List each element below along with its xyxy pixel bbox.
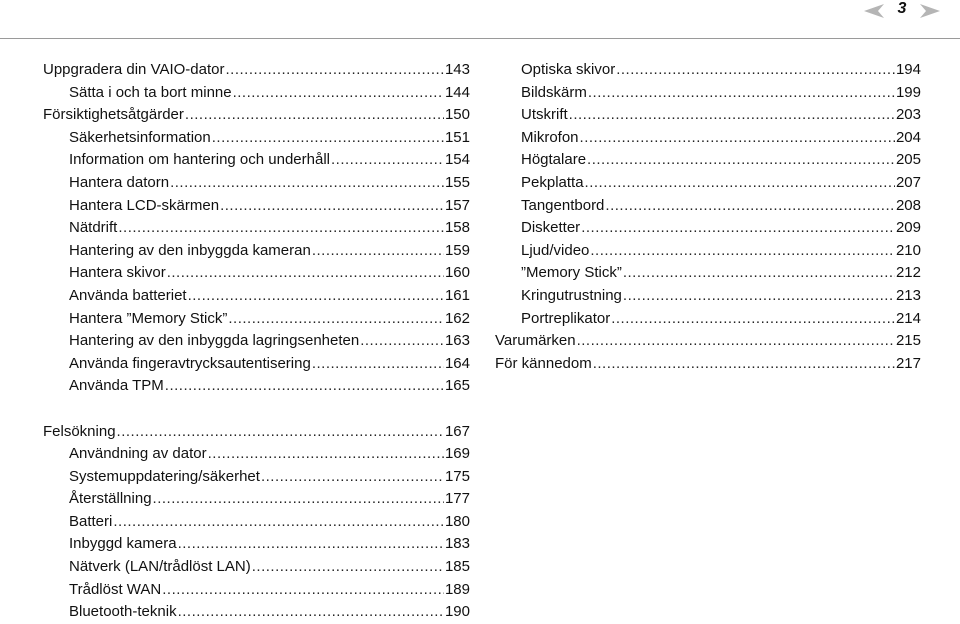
dot-leader <box>117 421 444 444</box>
arrow-left-icon[interactable] <box>862 3 886 19</box>
dot-leader <box>312 240 444 263</box>
toc-entry-label: Systemuppdatering/säkerhet <box>69 467 260 485</box>
toc-entry-label: Disketter <box>521 219 581 237</box>
page-number: 3 <box>897 0 907 17</box>
toc-entry[interactable] <box>495 104 921 127</box>
toc-entry-label: Uppgradera din VAIO-dator <box>43 61 225 78</box>
toc-entry[interactable] <box>43 511 470 534</box>
toc-entry-page: 158 <box>444 219 470 237</box>
toc-entry[interactable] <box>43 488 470 511</box>
toc-entry[interactable] <box>43 285 470 308</box>
toc-entry[interactable] <box>43 533 470 556</box>
dot-leader <box>605 195 895 218</box>
dot-leader <box>212 127 444 150</box>
toc-entry-label: Mikrofon <box>521 128 579 146</box>
dot-leader <box>228 308 444 331</box>
toc-entry[interactable] <box>495 240 921 263</box>
toc-entry-page: 144 <box>444 83 470 101</box>
dot-leader <box>118 217 444 240</box>
toc-entry-page: 190 <box>444 603 470 621</box>
toc-entry-label: Hantera ”Memory Stick” <box>69 309 228 327</box>
toc-entry[interactable] <box>495 217 921 240</box>
toc-entry-label: Hantera LCD-skärmen <box>69 196 220 214</box>
toc-entry[interactable] <box>43 579 470 602</box>
toc-entry-label: Hantering av den inbyggda kameran <box>69 241 311 259</box>
dot-leader <box>623 285 895 308</box>
arrow-right-icon[interactable] <box>918 3 942 19</box>
toc-entry[interactable] <box>495 353 921 376</box>
toc-entry-page: 204 <box>895 128 921 146</box>
toc-entry-label: Använda TPM <box>69 377 164 395</box>
toc-entry-label: Hantering av den inbyggda lagringsenheten <box>69 332 360 350</box>
toc-entry-label: Hantera datorn <box>69 173 170 191</box>
toc-entry[interactable] <box>43 149 470 172</box>
toc-entry-label: Tangentbord <box>521 196 605 214</box>
header-divider <box>0 38 960 39</box>
toc-left-column <box>43 59 470 624</box>
toc-entry[interactable] <box>495 82 921 105</box>
dot-leader <box>593 353 895 376</box>
toc-entry-page: 212 <box>895 264 921 282</box>
toc-entry-label: Sätta i och ta bort minne <box>69 83 232 101</box>
dot-leader <box>162 579 444 602</box>
toc-entry-page: 183 <box>444 535 470 553</box>
toc-entry-page: 199 <box>895 83 921 101</box>
page-header <box>0 0 960 38</box>
toc-entry-label: Inbyggd kamera <box>69 535 177 553</box>
dot-leader <box>588 82 895 105</box>
toc-entry[interactable] <box>495 330 921 353</box>
toc-entry-label: Nätverk (LAN/trådlöst LAN) <box>69 558 251 576</box>
toc-entry[interactable] <box>43 104 470 127</box>
dot-leader <box>616 59 895 82</box>
toc-entry[interactable] <box>495 59 921 82</box>
toc-entry[interactable] <box>495 262 921 285</box>
toc-entry-label: Utskrift <box>521 106 568 124</box>
toc-entry-page: 167 <box>444 422 470 440</box>
toc-entry[interactable] <box>43 172 470 195</box>
toc-entry-label: Portreplikator <box>521 309 611 327</box>
toc-entry-label: Batteri <box>69 512 113 530</box>
toc-right-column <box>495 59 921 375</box>
dot-leader <box>188 285 444 308</box>
toc-entry-page: 215 <box>895 332 921 350</box>
toc-entry-label: För kännedom <box>495 354 592 372</box>
dot-leader <box>587 149 895 172</box>
dot-leader <box>220 195 444 218</box>
toc-entry-label: Bildskärm <box>521 83 587 101</box>
dot-leader <box>233 82 444 105</box>
toc-entry-page: 163 <box>444 332 470 350</box>
toc-entry-label: Optiska skivor <box>521 61 616 78</box>
toc-entry[interactable] <box>43 466 470 489</box>
dot-leader <box>312 353 444 376</box>
toc-entry-page: 150 <box>444 106 470 124</box>
toc-entry-label: Ljud/video <box>521 241 590 259</box>
dot-leader <box>165 375 444 398</box>
section-gap <box>43 398 470 421</box>
toc-entry-label: Använda batteriet <box>69 286 187 304</box>
toc-entry-page: 162 <box>444 309 470 327</box>
toc-entry-label: Försiktighetsåtgärder <box>43 106 184 124</box>
toc-entry[interactable] <box>43 127 470 150</box>
toc-entry[interactable] <box>495 149 921 172</box>
dot-leader <box>331 149 444 172</box>
toc-entry-page: 155 <box>444 173 470 191</box>
dot-leader <box>252 556 444 579</box>
toc-entry-page: 169 <box>444 445 470 463</box>
toc-entry-label: Varumärken <box>495 332 576 350</box>
toc-entry[interactable] <box>43 82 470 105</box>
toc-entry[interactable] <box>43 443 470 466</box>
toc-entry-label: Hantera skivor <box>69 264 166 282</box>
toc-entry-label: Använda fingeravtrycksautentisering <box>69 354 311 372</box>
toc-entry-page: 214 <box>895 309 921 327</box>
dot-leader <box>178 533 444 556</box>
dot-leader <box>153 488 444 511</box>
toc-entry[interactable] <box>495 172 921 195</box>
dot-leader <box>581 217 895 240</box>
toc-entry-page: 203 <box>895 106 921 124</box>
toc-entry-label: Högtalare <box>521 151 587 169</box>
toc-entry-label: Information om hantering och underhåll <box>69 151 330 169</box>
toc-entry[interactable] <box>43 375 470 398</box>
toc-entry-label: Pekplatta <box>521 173 584 191</box>
dot-leader <box>580 127 895 150</box>
toc-entry-page: 194 <box>895 61 921 78</box>
toc-entry-label: Användning av dator <box>69 445 207 463</box>
toc-entry-label: Säkerhetsinformation <box>69 128 211 146</box>
toc-entry[interactable] <box>43 353 470 376</box>
toc-entry-page: 210 <box>895 241 921 259</box>
toc-entry-page: 159 <box>444 241 470 259</box>
toc-entry-page: 154 <box>444 151 470 169</box>
toc-entry-page: 205 <box>895 151 921 169</box>
toc-entry[interactable] <box>43 330 470 353</box>
toc-entry-page: 177 <box>444 490 470 508</box>
dot-leader <box>577 330 895 353</box>
dot-leader <box>178 601 444 624</box>
toc-entry-label: Kringutrustning <box>521 286 622 304</box>
toc-entry-page: 143 <box>444 61 470 78</box>
toc-entry[interactable] <box>43 59 470 82</box>
toc-entry-page: 160 <box>444 264 470 282</box>
toc-entry-label: Återställning <box>69 490 152 508</box>
toc-entry-page: 180 <box>444 512 470 530</box>
toc-entry-page: 164 <box>444 354 470 372</box>
toc-entry-page: 207 <box>895 173 921 191</box>
dot-leader <box>590 240 895 263</box>
toc-entry[interactable] <box>43 195 470 218</box>
toc-entry-page: 209 <box>895 219 921 237</box>
toc-entry[interactable] <box>43 421 470 444</box>
toc-entry[interactable] <box>43 308 470 331</box>
toc-entry-page: 165 <box>444 377 470 395</box>
toc-entry-label: Felsökning <box>43 422 116 440</box>
dot-leader <box>226 59 444 82</box>
toc-entry[interactable] <box>43 556 470 579</box>
toc-entry-page: 217 <box>895 354 921 372</box>
toc-entry[interactable] <box>495 127 921 150</box>
dot-leader <box>585 172 895 195</box>
dot-leader <box>167 262 444 285</box>
dot-leader <box>170 172 444 195</box>
toc-entry-label: ”Memory Stick” <box>521 264 622 282</box>
toc-entry[interactable] <box>43 601 470 624</box>
toc-entry-page: 151 <box>444 128 470 146</box>
dot-leader <box>569 104 895 127</box>
dot-leader <box>208 443 444 466</box>
toc-entry[interactable] <box>43 240 470 263</box>
dot-leader <box>261 466 444 489</box>
toc-entry-page: 185 <box>444 558 470 576</box>
toc-entry-label: Bluetooth-teknik <box>69 603 177 621</box>
toc-entry-label: Trådlöst WAN <box>69 580 162 598</box>
toc-entry[interactable] <box>495 195 921 218</box>
dot-leader <box>113 511 444 534</box>
toc-entry[interactable] <box>43 262 470 285</box>
dot-leader <box>360 330 444 353</box>
toc-entry-page: 157 <box>444 196 470 214</box>
dot-leader <box>185 104 444 127</box>
toc-entry-page: 208 <box>895 196 921 214</box>
toc-entry[interactable] <box>43 217 470 240</box>
toc-entry-page: 213 <box>895 286 921 304</box>
toc-entry[interactable] <box>495 285 921 308</box>
toc-entry-page: 175 <box>444 467 470 485</box>
toc-entry[interactable] <box>495 308 921 331</box>
toc-entry-page: 161 <box>444 286 470 304</box>
toc-entry-label: Nätdrift <box>69 219 118 237</box>
toc-entry-page: 189 <box>444 580 470 598</box>
dot-leader <box>611 308 895 331</box>
dot-leader <box>623 262 895 285</box>
